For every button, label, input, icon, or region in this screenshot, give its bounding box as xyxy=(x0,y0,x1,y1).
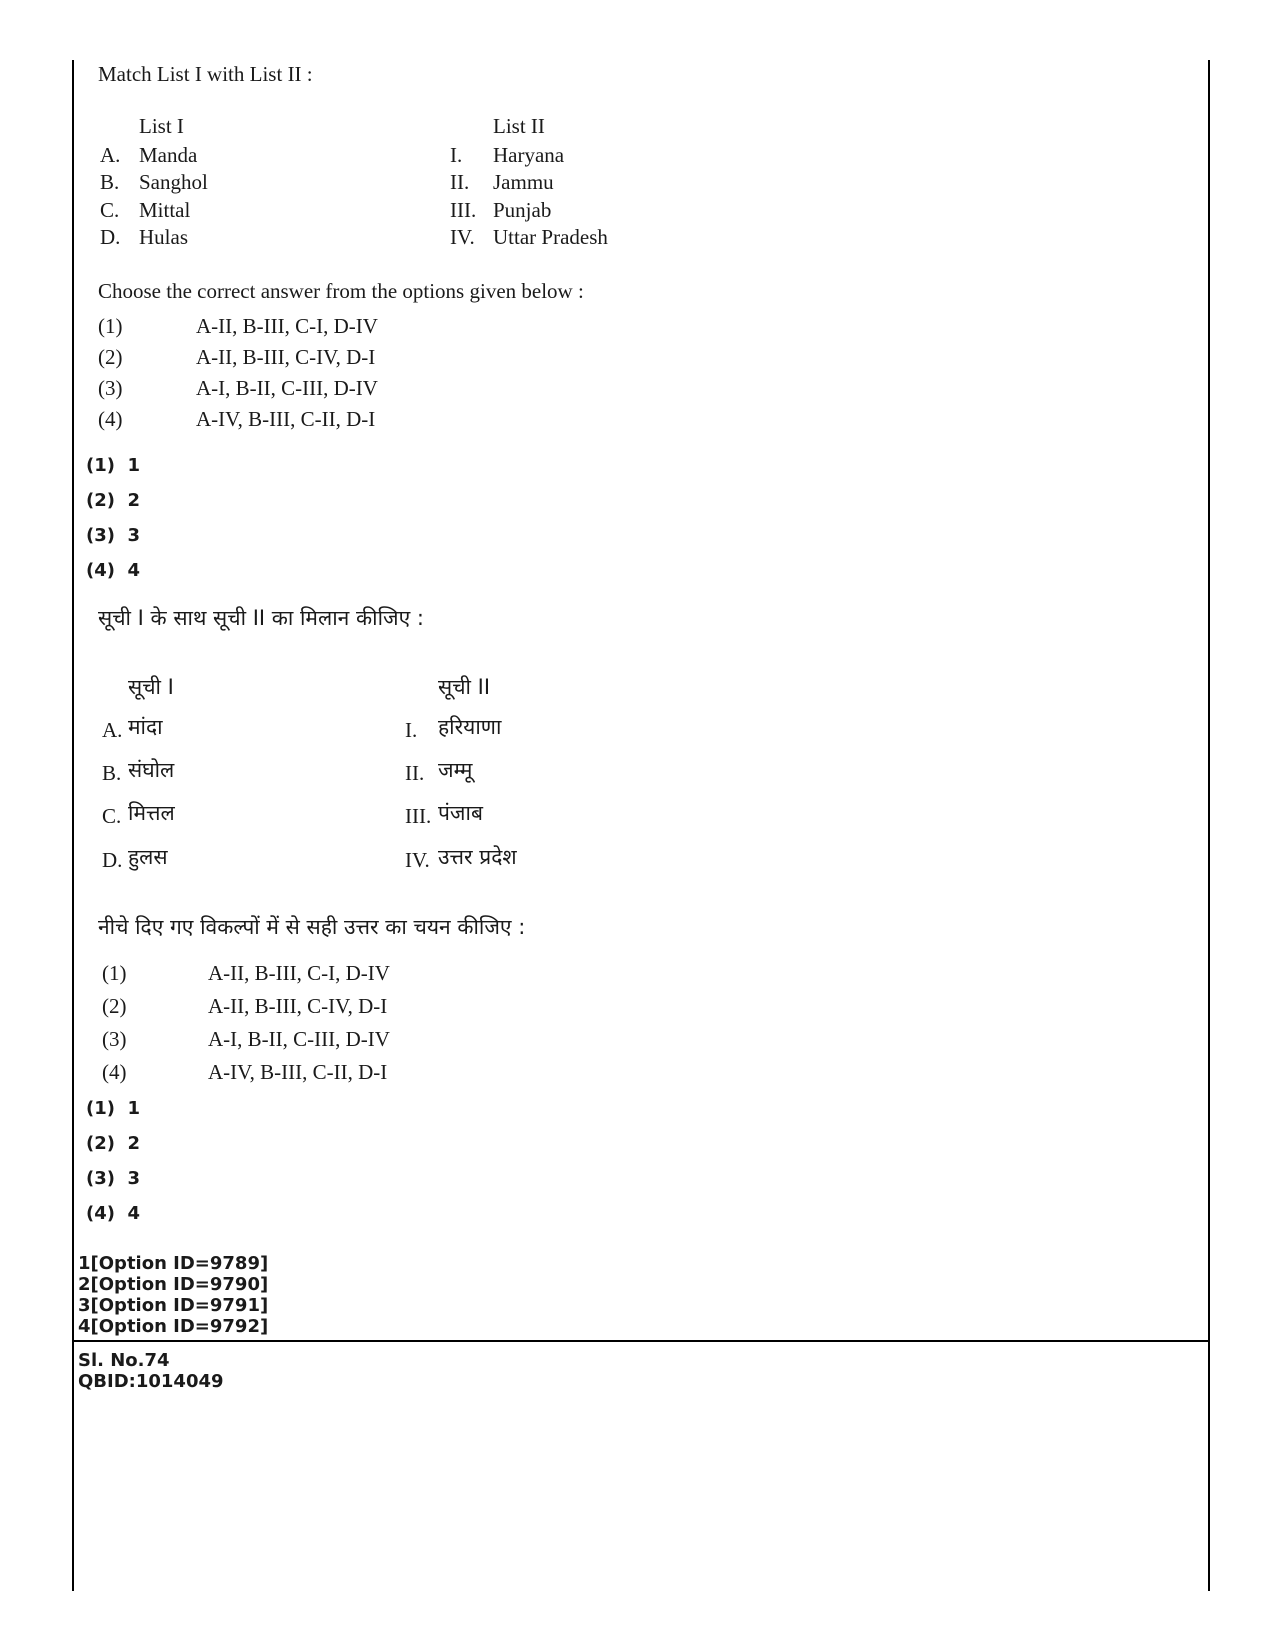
english-answer-option[interactable]: (3) 3 xyxy=(86,525,141,546)
english-list2-key: III. xyxy=(450,198,477,222)
english-option-number: (2) xyxy=(98,345,123,369)
hindi-list2-item: जम्मू xyxy=(438,758,473,782)
english-list1-heading: List I xyxy=(139,114,184,138)
english-list1-item: Sanghol xyxy=(139,170,208,194)
option-id: 2[Option ID=9790] xyxy=(78,1274,269,1295)
english-list2-key: IV. xyxy=(450,225,475,249)
hindi-option-text: A-I, B-II, C-III, D-IV xyxy=(208,1027,390,1051)
hindi-list1-item: हुलस xyxy=(128,845,168,869)
english-list1-item: Hulas xyxy=(139,225,188,249)
hindi-instruction: सूची I के साथ सूची II का मिलान कीजिए : xyxy=(98,606,424,630)
english-list1-key: A. xyxy=(100,143,121,167)
option-id: 3[Option ID=9791] xyxy=(78,1295,269,1316)
hindi-list2-key: II. xyxy=(405,761,425,785)
serial-number: Sl. No.74 xyxy=(78,1350,170,1371)
hindi-list2-key: I. xyxy=(405,718,418,742)
english-list2-key: II. xyxy=(450,170,470,194)
english-option-text: A-I, B-II, C-III, D-IV xyxy=(196,376,378,400)
hindi-list1-key: C. xyxy=(102,804,122,828)
hindi-list2-item: हरियाणा xyxy=(438,715,502,739)
english-list1-item: Mittal xyxy=(139,198,191,222)
hindi-answer-option[interactable]: (1) 1 xyxy=(86,1098,141,1119)
english-list2-key: I. xyxy=(450,143,463,167)
option-id: 1[Option ID=9789] xyxy=(78,1253,269,1274)
english-choose-text: Choose the correct answer from the options given below : xyxy=(98,279,584,303)
hindi-list1-key: B. xyxy=(102,761,122,785)
right-border-line xyxy=(1208,60,1210,1591)
hindi-option-number: (2) xyxy=(102,994,127,1018)
hindi-answer-option[interactable]: (2) 2 xyxy=(86,1133,141,1154)
option-id: 4[Option ID=9792] xyxy=(78,1316,269,1337)
hindi-list2-key: IV. xyxy=(405,848,430,872)
english-answer-option[interactable]: (1) 1 xyxy=(86,455,141,476)
hindi-list1-key: A. xyxy=(102,718,123,742)
english-list1-key: C. xyxy=(100,198,120,222)
english-option-text: A-II, B-III, C-IV, D-I xyxy=(196,345,376,369)
left-border-line xyxy=(72,60,74,1591)
hindi-list2-item: उत्तर प्रदेश xyxy=(438,845,517,869)
english-option-text: A-II, B-III, C-I, D-IV xyxy=(196,314,378,338)
english-list2-item: Punjab xyxy=(493,198,552,222)
english-option-text: A-IV, B-III, C-II, D-I xyxy=(196,407,376,431)
hindi-list1-heading: सूची I xyxy=(128,675,174,699)
hindi-option-text: A-IV, B-III, C-II, D-I xyxy=(208,1060,388,1084)
hindi-option-text: A-II, B-III, C-I, D-IV xyxy=(208,961,390,985)
hindi-option-number: (4) xyxy=(102,1060,127,1084)
hindi-list2-item: पंजाब xyxy=(438,801,483,825)
english-list2-heading: List II xyxy=(493,114,545,138)
hindi-option-number: (3) xyxy=(102,1027,127,1051)
english-list1-item: Manda xyxy=(139,143,198,167)
hindi-answer-option[interactable]: (3) 3 xyxy=(86,1168,141,1189)
hindi-list1-item: मित्तल xyxy=(128,801,175,825)
hindi-answer-option[interactable]: (4) 4 xyxy=(86,1203,141,1224)
english-option-number: (3) xyxy=(98,376,123,400)
question-separator xyxy=(72,1340,1210,1342)
hindi-list1-key: D. xyxy=(102,848,123,872)
english-list1-key: D. xyxy=(100,225,121,249)
hindi-list2-key: III. xyxy=(405,804,432,828)
english-list2-item: Haryana xyxy=(493,143,565,167)
hindi-option-text: A-II, B-III, C-IV, D-I xyxy=(208,994,388,1018)
english-option-number: (4) xyxy=(98,407,123,431)
english-answer-option[interactable]: (2) 2 xyxy=(86,490,141,511)
hindi-list1-item: मांदा xyxy=(128,715,163,739)
hindi-list2-heading: सूची II xyxy=(438,675,491,699)
hindi-list1-item: संघोल xyxy=(128,758,175,782)
english-option-number: (1) xyxy=(98,314,123,338)
hindi-option-number: (1) xyxy=(102,961,127,985)
english-answer-option[interactable]: (4) 4 xyxy=(86,560,141,581)
question-bank-id: QBID:1014049 xyxy=(78,1371,224,1392)
hindi-choose-text: नीचे दिए गए विकल्पों में से सही उत्तर का चयन कीजिए : xyxy=(98,915,526,939)
english-instruction: Match List I with List II : xyxy=(98,62,313,86)
english-list1-key: B. xyxy=(100,170,120,194)
english-list2-item: Jammu xyxy=(493,170,554,194)
english-list2-item: Uttar Pradesh xyxy=(493,225,608,249)
